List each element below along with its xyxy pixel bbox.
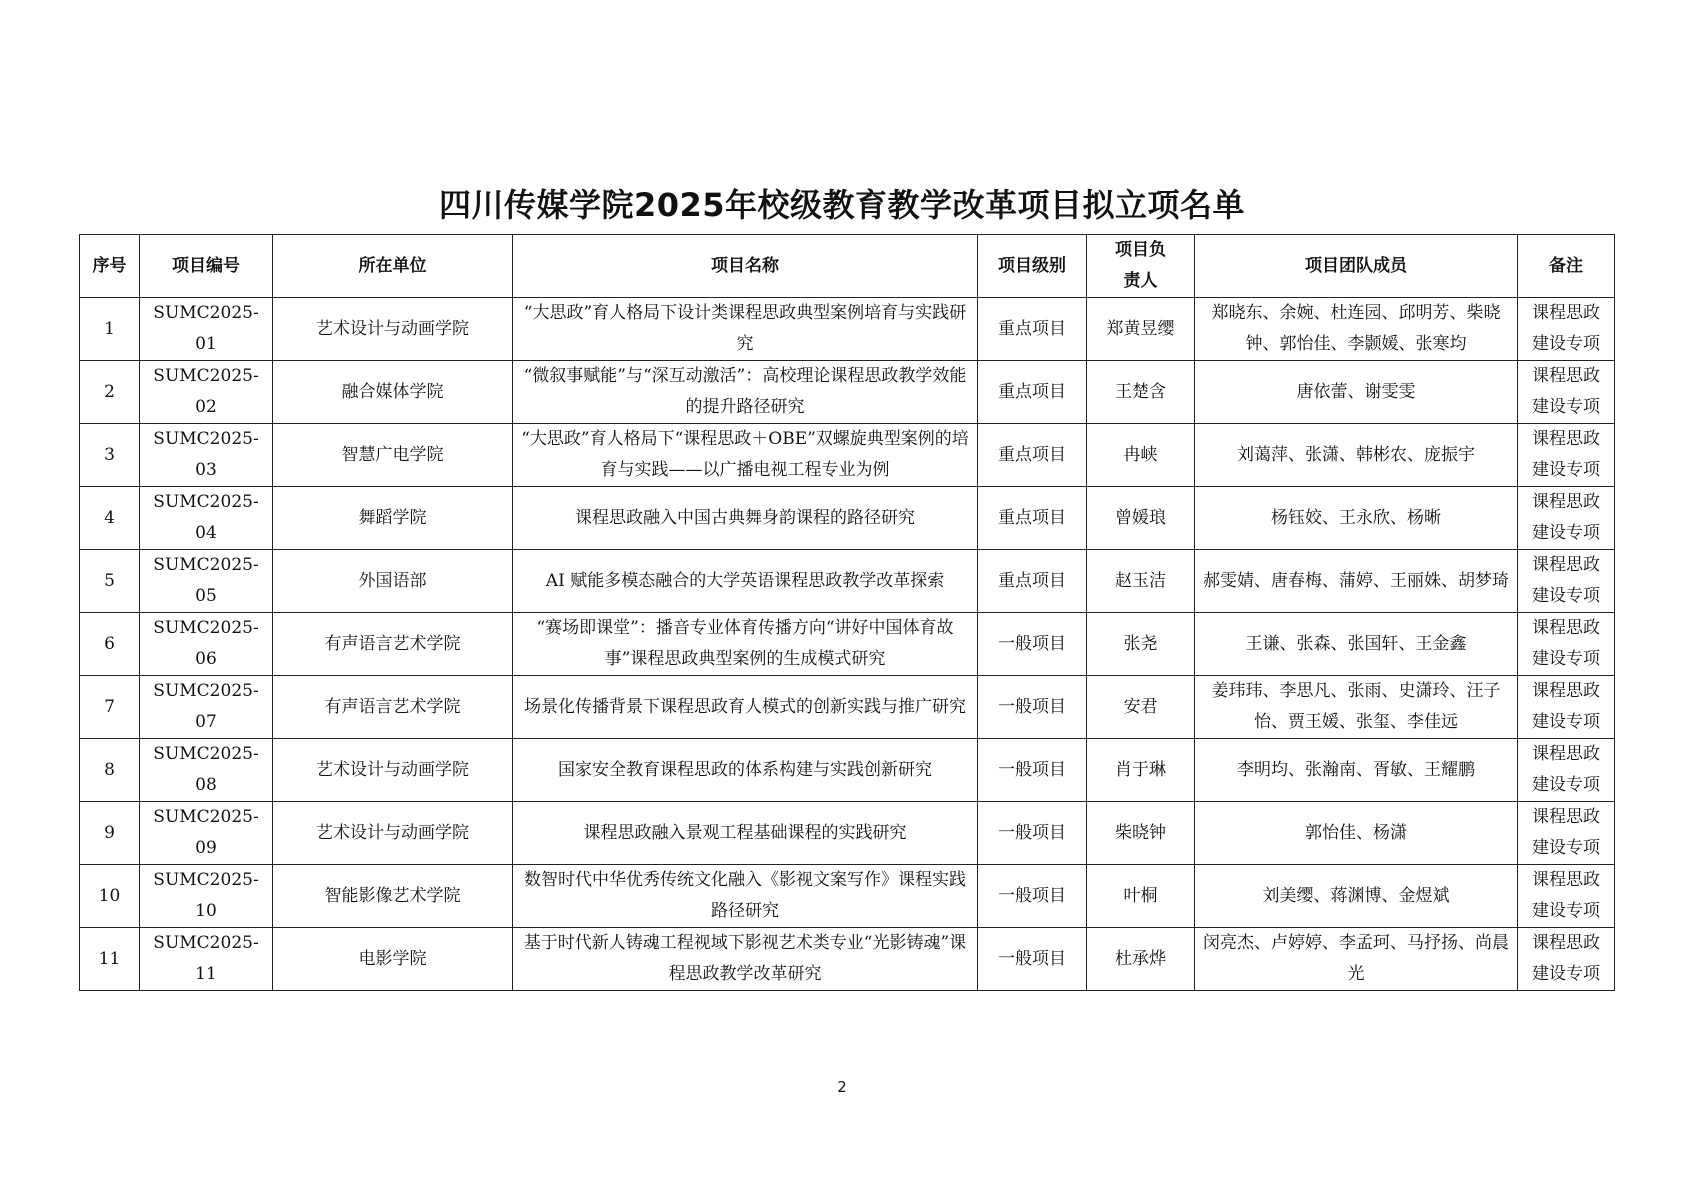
cell-project-name: 课程思政融入中国古典舞身韵课程的路径研究 [513, 487, 978, 550]
header-remarks: 备注 [1518, 235, 1615, 298]
cell-project-code: SUMC2025-06 [140, 613, 273, 676]
cell-index: 8 [80, 739, 140, 802]
header-project-name: 项目名称 [513, 235, 978, 298]
cell-team-members: 刘美缨、蒋渊博、金煜斌 [1195, 865, 1518, 928]
cell-team-members: 王谦、张森、张国轩、王金鑫 [1195, 613, 1518, 676]
header-unit: 所在单位 [273, 235, 513, 298]
cell-remarks: 课程思政建设专项 [1518, 361, 1615, 424]
cell-unit: 电影学院 [273, 928, 513, 991]
cell-remarks: 课程思政建设专项 [1518, 739, 1615, 802]
cell-project-leader: 叶桐 [1087, 865, 1195, 928]
cell-project-code: SUMC2025-07 [140, 676, 273, 739]
header-index: 序号 [80, 235, 140, 298]
cell-project-name: “大思政”育人格局下设计类课程思政典型案例培育与实践研究 [513, 298, 978, 361]
cell-project-level: 重点项目 [978, 298, 1087, 361]
cell-project-leader: 安君 [1087, 676, 1195, 739]
cell-unit: 舞蹈学院 [273, 487, 513, 550]
cell-remarks: 课程思政建设专项 [1518, 865, 1615, 928]
cell-index: 1 [80, 298, 140, 361]
cell-project-level: 重点项目 [978, 487, 1087, 550]
cell-index: 4 [80, 487, 140, 550]
cell-remarks: 课程思政建设专项 [1518, 676, 1615, 739]
header-project-code: 项目编号 [140, 235, 273, 298]
cell-project-leader: 柴晓钟 [1087, 802, 1195, 865]
cell-unit: 艺术设计与动画学院 [273, 802, 513, 865]
cell-project-code: SUMC2025-04 [140, 487, 273, 550]
page-number: 2 [837, 1078, 847, 1096]
cell-team-members: 唐依蕾、谢雯雯 [1195, 361, 1518, 424]
cell-index: 7 [80, 676, 140, 739]
cell-project-level: 一般项目 [978, 802, 1087, 865]
cell-unit: 艺术设计与动画学院 [273, 739, 513, 802]
cell-unit: 外国语部 [273, 550, 513, 613]
cell-project-leader: 郑黄昱缨 [1087, 298, 1195, 361]
cell-team-members: 闵亮杰、卢婷婷、李孟珂、马抒扬、尚晨光 [1195, 928, 1518, 991]
cell-project-leader: 曾媛琅 [1087, 487, 1195, 550]
table-row [80, 298, 1615, 361]
cell-project-leader: 张尧 [1087, 613, 1195, 676]
cell-remarks: 课程思政建设专项 [1518, 424, 1615, 487]
table-row [80, 928, 1615, 991]
table-header-row [80, 235, 1615, 298]
cell-project-leader: 王楚含 [1087, 361, 1195, 424]
cell-team-members: 姜玮玮、李思凡、张雨、史潇玲、汪子怡、贾王媛、张玺、李佳远 [1195, 676, 1518, 739]
cell-unit: 艺术设计与动画学院 [273, 298, 513, 361]
cell-remarks: 课程思政建设专项 [1518, 298, 1615, 361]
table-row [80, 487, 1615, 550]
table-body [80, 298, 1615, 991]
cell-team-members: 李明均、张瀚南、胥敏、王耀鹏 [1195, 739, 1518, 802]
cell-project-code: SUMC2025-05 [140, 550, 273, 613]
cell-project-code: SUMC2025-03 [140, 424, 273, 487]
table-row [80, 802, 1615, 865]
cell-index: 9 [80, 802, 140, 865]
cell-team-members: 刘蔼萍、张潇、韩彬农、庞振宇 [1195, 424, 1518, 487]
cell-project-level: 一般项目 [978, 676, 1087, 739]
cell-project-name: 场景化传播背景下课程思政育人模式的创新实践与推广研究 [513, 676, 978, 739]
cell-unit: 智慧广电学院 [273, 424, 513, 487]
cell-project-level: 重点项目 [978, 424, 1087, 487]
cell-team-members: 郑晓东、余婉、杜连园、邱明芳、柴晓钟、郭怡佳、李颢媛、张寒均 [1195, 298, 1518, 361]
cell-index: 6 [80, 613, 140, 676]
cell-team-members: 郝雯婧、唐春梅、蒲婷、王丽姝、胡梦琦 [1195, 550, 1518, 613]
table-row [80, 613, 1615, 676]
cell-team-members: 杨钰姣、王永欣、杨晰 [1195, 487, 1518, 550]
cell-project-level: 重点项目 [978, 361, 1087, 424]
cell-index: 5 [80, 550, 140, 613]
cell-unit: 融合媒体学院 [273, 361, 513, 424]
cell-unit: 智能影像艺术学院 [273, 865, 513, 928]
cell-project-name: 基于时代新人铸魂工程视域下影视艺术类专业“光影铸魂”课程思政教学改革研究 [513, 928, 978, 991]
cell-index: 2 [80, 361, 140, 424]
page-title: 四川传媒学院2025年校级教育教学改革项目拟立项名单 [438, 186, 1246, 224]
cell-project-level: 重点项目 [978, 550, 1087, 613]
cell-project-leader: 杜承烨 [1087, 928, 1195, 991]
cell-remarks: 课程思政建设专项 [1518, 550, 1615, 613]
cell-remarks: 课程思政建设专项 [1518, 487, 1615, 550]
cell-project-level: 一般项目 [978, 928, 1087, 991]
cell-project-name: 数智时代中华优秀传统文化融入《影视文案写作》课程实践路径研究 [513, 865, 978, 928]
header-project-level: 项目级别 [978, 235, 1087, 298]
cell-remarks: 课程思政建设专项 [1518, 928, 1615, 991]
table-row [80, 676, 1615, 739]
cell-project-name: AI 赋能多模态融合的大学英语课程思政教学改革探索 [513, 550, 978, 613]
cell-project-level: 一般项目 [978, 739, 1087, 802]
cell-unit: 有声语言艺术学院 [273, 676, 513, 739]
cell-project-name: 国家安全教育课程思政的体系构建与实践创新研究 [513, 739, 978, 802]
table-row [80, 424, 1615, 487]
header-project-leader: 项目负责人 [1087, 235, 1195, 298]
cell-index: 3 [80, 424, 140, 487]
table-row [80, 361, 1615, 424]
table-row [80, 550, 1615, 613]
cell-project-name: “赛场即课堂”：播音专业体育传播方向“讲好中国体育故事”课程思政典型案例的生成模式研究 [513, 613, 978, 676]
table-row [80, 739, 1615, 802]
cell-project-code: SUMC2025-02 [140, 361, 273, 424]
cell-project-code: SUMC2025-01 [140, 298, 273, 361]
cell-project-leader: 肖于琳 [1087, 739, 1195, 802]
cell-team-members: 郭怡佳、杨潇 [1195, 802, 1518, 865]
cell-project-code: SUMC2025-11 [140, 928, 273, 991]
cell-project-name: 课程思政融入景观工程基础课程的实践研究 [513, 802, 978, 865]
cell-unit: 有声语言艺术学院 [273, 613, 513, 676]
cell-project-level: 一般项目 [978, 865, 1087, 928]
cell-remarks: 课程思政建设专项 [1518, 802, 1615, 865]
cell-project-level: 一般项目 [978, 613, 1087, 676]
cell-index: 10 [80, 865, 140, 928]
cell-project-code: SUMC2025-09 [140, 802, 273, 865]
cell-project-name: “大思政”育人格局下“课程思政＋OBE”双螺旋典型案例的培育与实践——以广播电视工程专业为例 [513, 424, 978, 487]
cell-project-name: “微叙事赋能”与“深互动激活”：高校理论课程思政教学效能的提升路径研究 [513, 361, 978, 424]
header-team-members: 项目团队成员 [1195, 235, 1518, 298]
cell-project-code: SUMC2025-10 [140, 865, 273, 928]
table-row [80, 865, 1615, 928]
cell-project-leader: 赵玉洁 [1087, 550, 1195, 613]
cell-index: 11 [80, 928, 140, 991]
cell-remarks: 课程思政建设专项 [1518, 613, 1615, 676]
project-table [79, 234, 1615, 991]
cell-project-leader: 冉峡 [1087, 424, 1195, 487]
cell-project-code: SUMC2025-08 [140, 739, 273, 802]
